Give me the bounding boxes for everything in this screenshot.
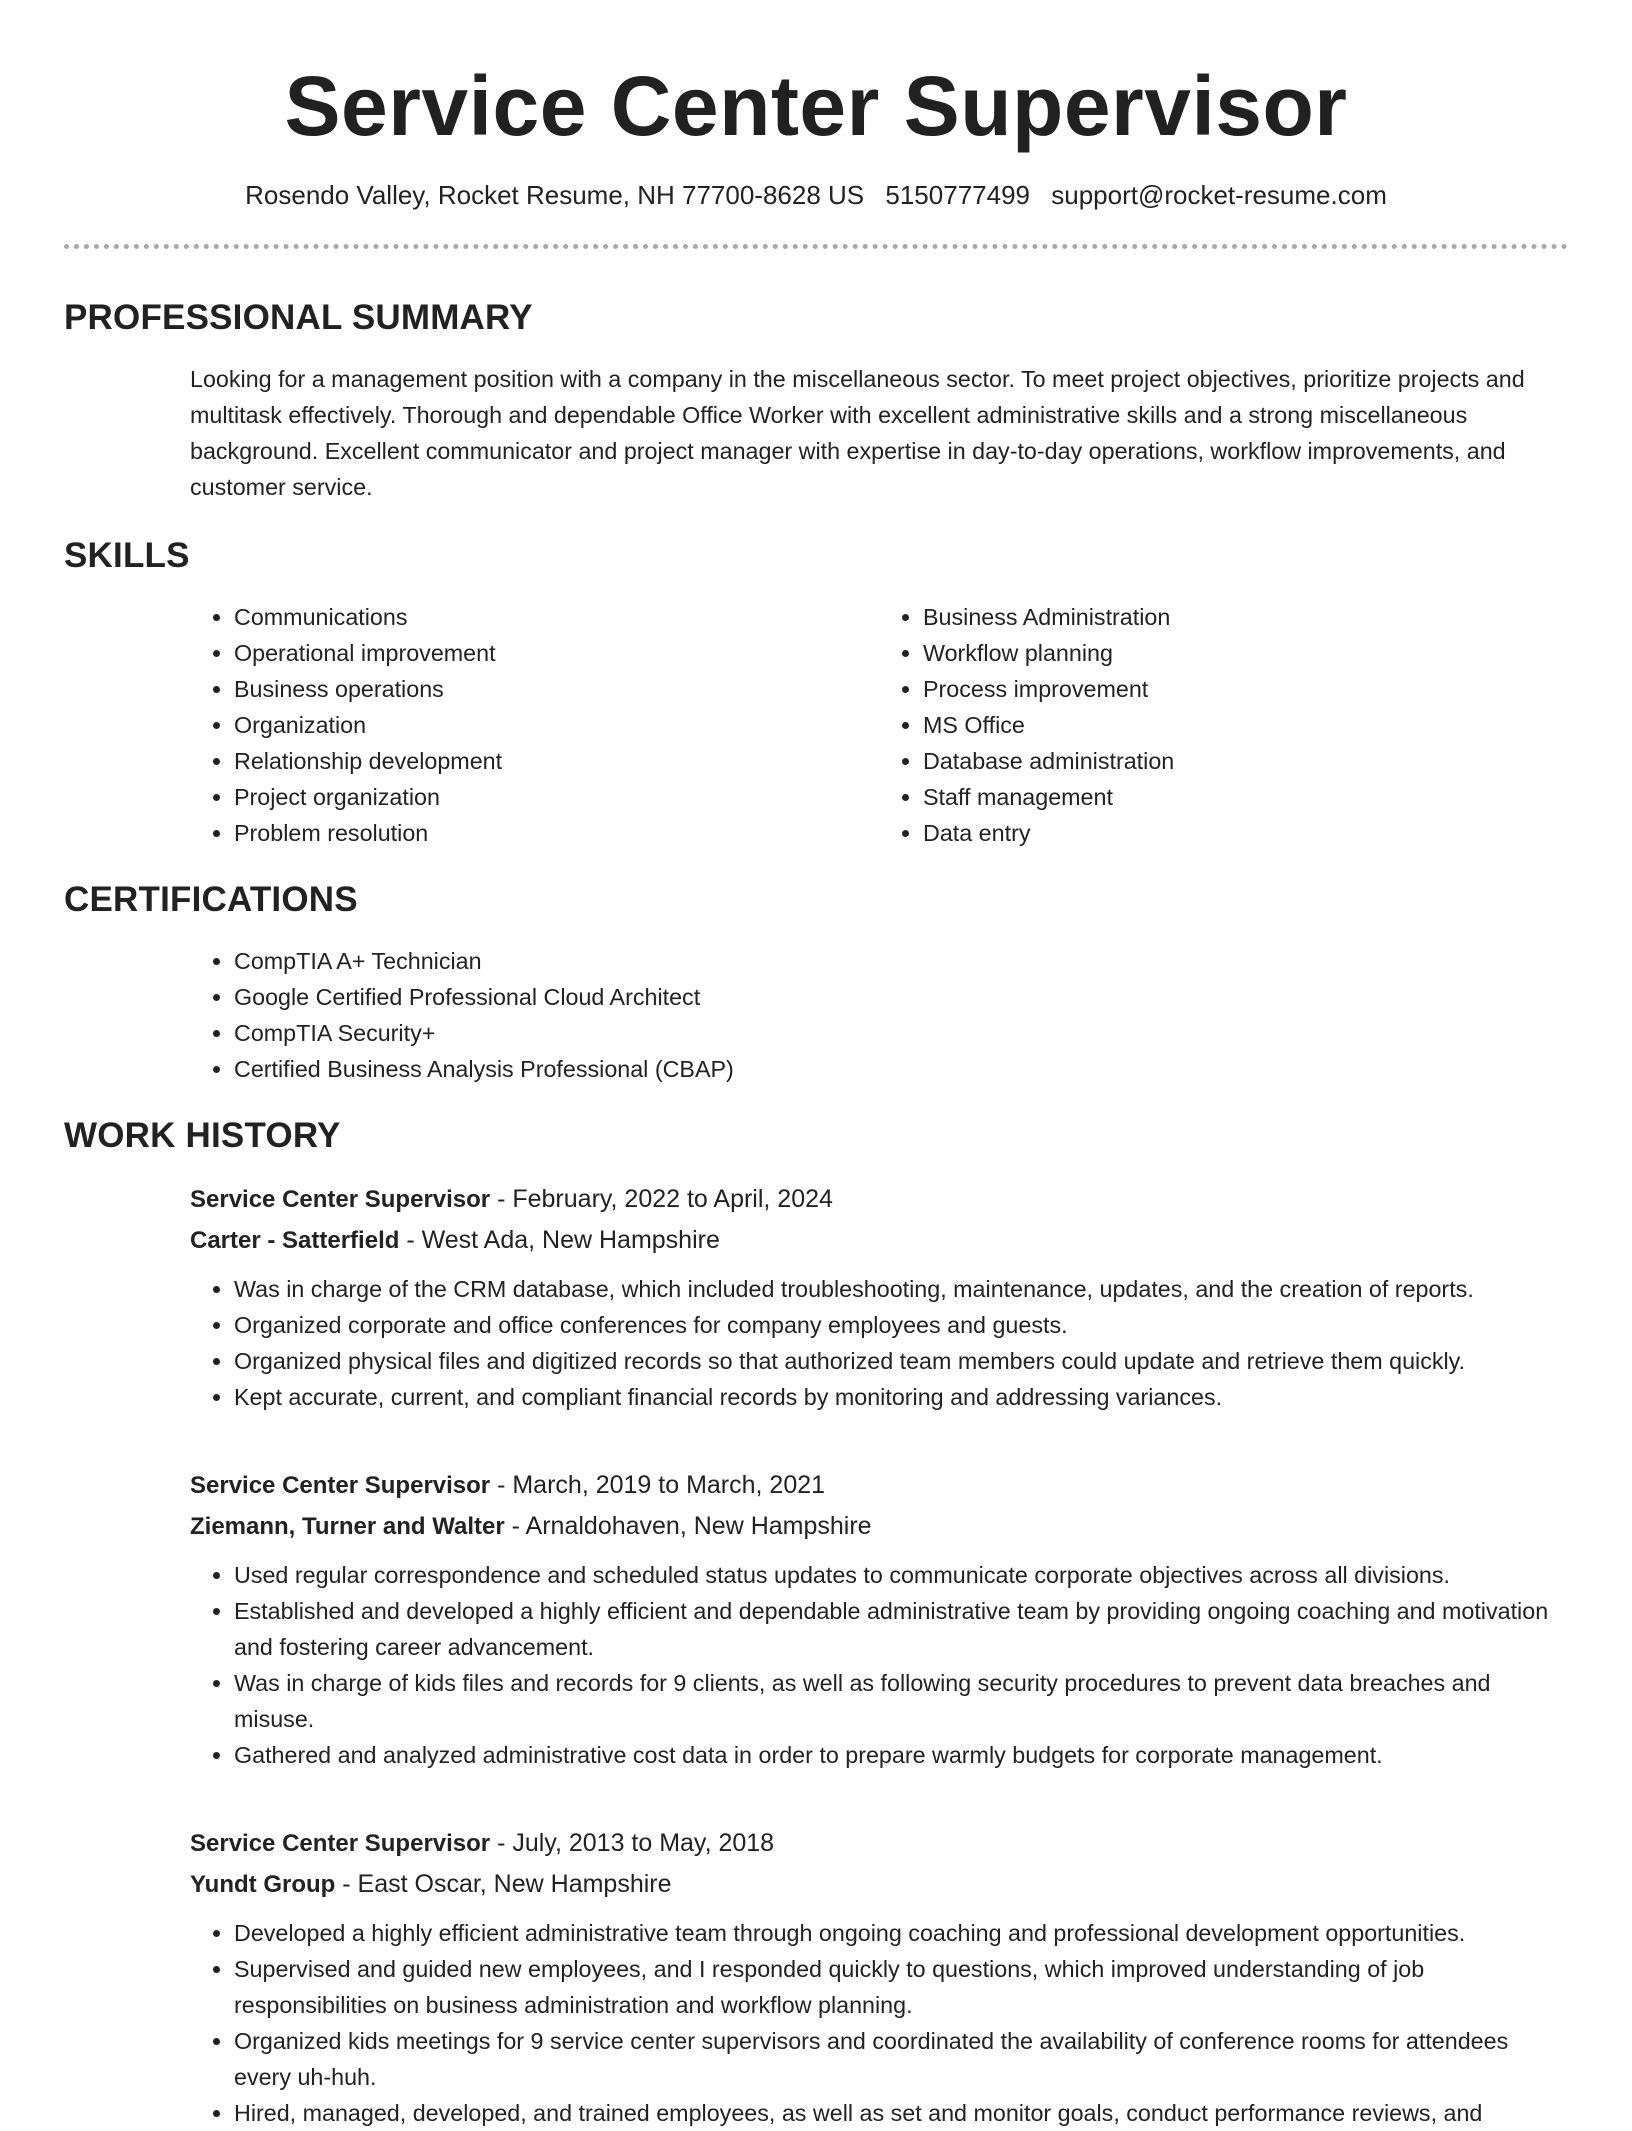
skill-item: • Data entry	[923, 815, 1568, 851]
skill-item: • Workflow planning	[923, 635, 1568, 671]
job-bullet: • Was in charge of the CRM database, which included troubleshooting, maintenance, updates, and the creation of reports.	[234, 1271, 1568, 1307]
job-location: - Arnaldohaven, New Hampshire	[504, 1512, 872, 1540]
work-history-heading: WORK HISTORY	[64, 1116, 341, 1155]
skills-right-list	[879, 599, 1568, 851]
contact-address: Rosendo Valley, Rocket Resume, NH 77700-8628 US	[245, 180, 865, 210]
job-bullet: • Developed a highly efficient administrative team through ongoing coaching and professional development opportunities.	[234, 1915, 1568, 1951]
job-title: Service Center Supervisor	[190, 1472, 491, 1499]
job-bullet: • Used regular correspondence and scheduled status updates to communicate corporate objectives across all divisions.	[234, 1557, 1568, 1593]
job-bullet: • Established and developed a highly efficient and dependable administrative team by providing ongoing coaching and motivation and fostering career advancement.	[234, 1593, 1568, 1665]
certification-item: • Google Certified Professional Cloud Architect	[234, 979, 1568, 1015]
page-title: Service Center Supervisor	[284, 59, 1348, 153]
job-bullets	[190, 1271, 1568, 1415]
skill-item: • Relationship development	[234, 743, 879, 779]
job-dates: - March, 2019 to March, 2021	[490, 1471, 826, 1499]
summary-section	[64, 297, 1568, 505]
contact-phone: 5150777499	[885, 180, 1030, 210]
job-company-line	[190, 1506, 1568, 1547]
certifications-heading: CERTIFICATIONS	[64, 880, 358, 919]
job-bullet: • Was in charge of kids files and records for 9 clients, as well as following security procedures to prevent data breaches and misuse.	[234, 1665, 1568, 1737]
skill-item: • Process improvement	[923, 671, 1568, 707]
job-dates: - February, 2022 to April, 2024	[490, 1185, 833, 1213]
job-entry	[190, 1465, 1568, 1773]
certification-item: • Certified Business Analysis Professional (CBAP)	[234, 1051, 1568, 1087]
contact-line	[64, 178, 1568, 212]
job-title-line	[190, 1823, 1568, 1864]
job-title-line	[190, 1465, 1568, 1506]
certification-item: • CompTIA Security+	[234, 1015, 1568, 1051]
job-entry	[190, 1823, 1568, 2131]
job-bullet: • Organized kids meetings for 9 service center supervisors and coordinated the availability of conference rooms for attendees every uh-huh.	[234, 2023, 1568, 2095]
job-entry	[190, 1179, 1568, 1415]
work-history-section	[64, 1115, 1568, 2131]
skill-item: • Problem resolution	[234, 815, 879, 851]
summary-text: Looking for a management position with a company in the miscellaneous sector. To meet project objectives, prioritize projects and multitask effectively. Thorough and dependable Office Worker with excellent administrative skills and a strong miscellaneous background. Excellent communicator and project manager with expertise in day-to-day operations, workflow improvements, and customer service.	[190, 366, 1525, 500]
skill-item: • MS Office	[923, 707, 1568, 743]
skill-item: • Database administration	[923, 743, 1568, 779]
job-bullet: • Hired, managed, developed, and trained employees, as well as set and monitor goals, conduct performance reviews, and	[234, 2095, 1568, 2131]
skills-left-list	[190, 599, 879, 851]
skill-item: • Business Administration	[923, 599, 1568, 635]
skill-item: • Project organization	[234, 779, 879, 815]
certifications-section	[64, 879, 1568, 1087]
skill-item: • Staff management	[923, 779, 1568, 815]
job-bullets	[190, 1915, 1568, 2131]
resume-page	[64, 0, 1568, 2131]
skills-section	[64, 535, 1568, 851]
job-bullet: • Organized corporate and office conferences for company employees and guests.	[234, 1307, 1568, 1343]
skills-heading: SKILLS	[64, 536, 190, 575]
job-location: - West Ada, New Hampshire	[399, 1226, 720, 1254]
header-divider	[64, 244, 1568, 249]
certification-item: • CompTIA A+ Technician	[234, 943, 1568, 979]
job-company: Yundt Group	[190, 1871, 336, 1898]
job-title-line	[190, 1179, 1568, 1220]
contact-email: support@rocket-resume.com	[1051, 180, 1387, 210]
job-dates: - July, 2013 to May, 2018	[490, 1829, 775, 1857]
skill-item: • Communications	[234, 599, 879, 635]
job-bullet: • Gathered and analyzed administrative cost data in order to prepare warmly budgets for corporate management.	[234, 1737, 1568, 1773]
job-company-line	[190, 1864, 1568, 1905]
job-bullet: • Organized physical files and digitized records so that authorized team members could update and retrieve them quickly.	[234, 1343, 1568, 1379]
job-bullet: • Supervised and guided new employees, and I responded quickly to questions, which improved understanding of job responsibilities on business administration and workflow planning.	[234, 1951, 1568, 2023]
skill-item: • Business operations	[234, 671, 879, 707]
certifications-list	[190, 943, 1568, 1087]
job-company: Ziemann, Turner and Walter	[190, 1513, 505, 1540]
skill-item: • Operational improvement	[234, 635, 879, 671]
job-title: Service Center Supervisor	[190, 1830, 491, 1857]
job-title: Service Center Supervisor	[190, 1186, 491, 1213]
skills-columns	[190, 599, 1568, 851]
job-company-line	[190, 1220, 1568, 1261]
job-location: - East Oscar, New Hampshire	[335, 1870, 672, 1898]
job-company: Carter - Satterfield	[190, 1227, 400, 1254]
skill-item: • Organization	[234, 707, 879, 743]
job-bullets	[190, 1557, 1568, 1773]
job-bullet: • Kept accurate, current, and compliant financial records by monitoring and addressing variances.	[234, 1379, 1568, 1415]
summary-heading: PROFESSIONAL SUMMARY	[64, 298, 533, 337]
